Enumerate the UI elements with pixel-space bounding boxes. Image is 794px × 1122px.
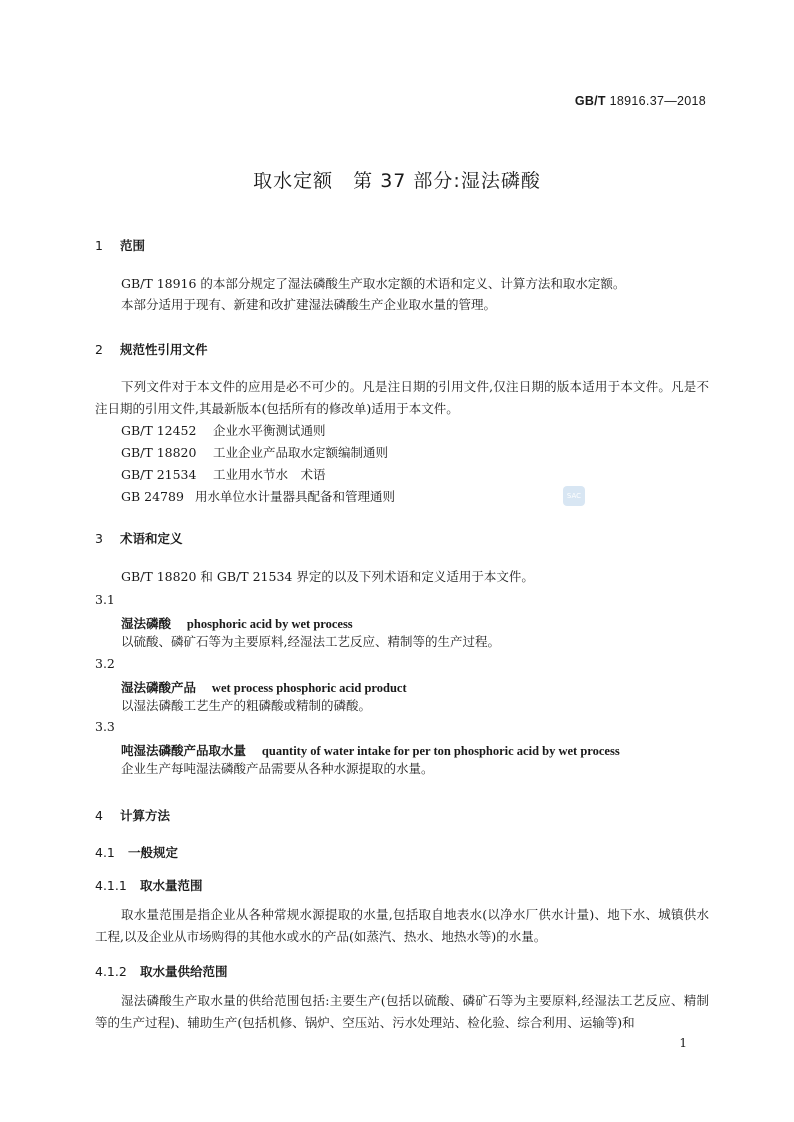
term-number: 3.2	[95, 656, 115, 671]
standard-code: GB/T 18916.37—2018	[574, 94, 706, 108]
term-entry: 吨湿法磷酸产品取水量 quantity of water intake for per ton phosphoric acid by wet process	[121, 743, 620, 758]
section-4-1-2-heading: 4.1.2 取水量供给范围	[95, 964, 228, 979]
reference-item: GB/T 18820 工业企业产品取水定额编制通则	[121, 445, 389, 460]
sac-watermark-logo: SAC	[563, 486, 585, 506]
reference-item: GB 24789 用水单位水计量器具配备和管理通则	[121, 489, 396, 504]
term-number: 3.3	[95, 719, 115, 734]
section-4-1-2-text: 湿法磷酸生产取水量的供给范围包括:主要生产(包括以硫酸、磷矿石等为主要原料,经湿法工艺反应、精制等的生产过程)、辅助生产(包括机修、锅炉、空压站、污水处理站、检化验、综合利用、运输等)和	[95, 993, 709, 1030]
section-2-heading: 2 规范性引用文件	[95, 342, 208, 357]
section-1-paragraph-2: 本部分适用于现有、新建和改扩建湿法磷酸生产企业取水量的管理。	[121, 297, 497, 312]
document-title: 取水定额 第 37 部分:湿法磷酸	[253, 170, 541, 192]
term-definition: 以硫酸、磷矿石等为主要原料,经湿法工艺反应、精制等的生产过程。	[121, 634, 500, 649]
section-4-heading: 4 计算方法	[95, 808, 171, 823]
section-4-1-1-text: 取水量范围是指企业从各种常规水源提取的水量,包括取自地表水(以净水厂供水计量)、地下水、城镇供水工程,以及企业从市场购得的其他水或水的产品(如蒸汽、热水、地热水等)的水量。	[95, 907, 709, 944]
page-number: 1	[679, 1036, 687, 1050]
term-definition: 企业生产每吨湿法磷酸产品需要从各种水源提取的水量。	[121, 761, 434, 776]
term-number: 3.1	[95, 592, 115, 607]
reference-item: GB/T 21534 工业用水节水 术语	[121, 467, 326, 482]
section-1-paragraph-1: GB/T 18916 的本部分规定了湿法磷酸生产取水定额的术语和定义、计算方法和取水定额。	[121, 276, 626, 291]
section-3-heading: 3 术语和定义	[95, 531, 183, 546]
term-entry: 湿法磷酸产品 wet process phosphoric acid product	[121, 680, 407, 695]
section-1-heading: 1 范围	[95, 238, 146, 253]
term-definition: 以湿法磷酸工艺生产的粗磷酸或精制的磷酸。	[121, 698, 372, 713]
section-4-1-heading: 4.1 一般规定	[95, 845, 179, 860]
section-3-intro: GB/T 18820 和 GB/T 21534 界定的以及下列术语和定义适用于本文件。	[121, 569, 534, 584]
section-2-intro: 下列文件对于本文件的应用是必不可少的。凡是注日期的引用文件,仅注日期的版本适用于本文件。凡是不注日期的引用文件,其最新版本(包括所有的修改单)适用于本文件。	[95, 379, 709, 416]
reference-item: GB/T 12452 企业水平衡测试通则	[121, 423, 326, 438]
section-4-1-1-heading: 4.1.1 取水量范围	[95, 878, 203, 893]
term-entry: 湿法磷酸 phosphoric acid by wet process	[121, 616, 353, 631]
